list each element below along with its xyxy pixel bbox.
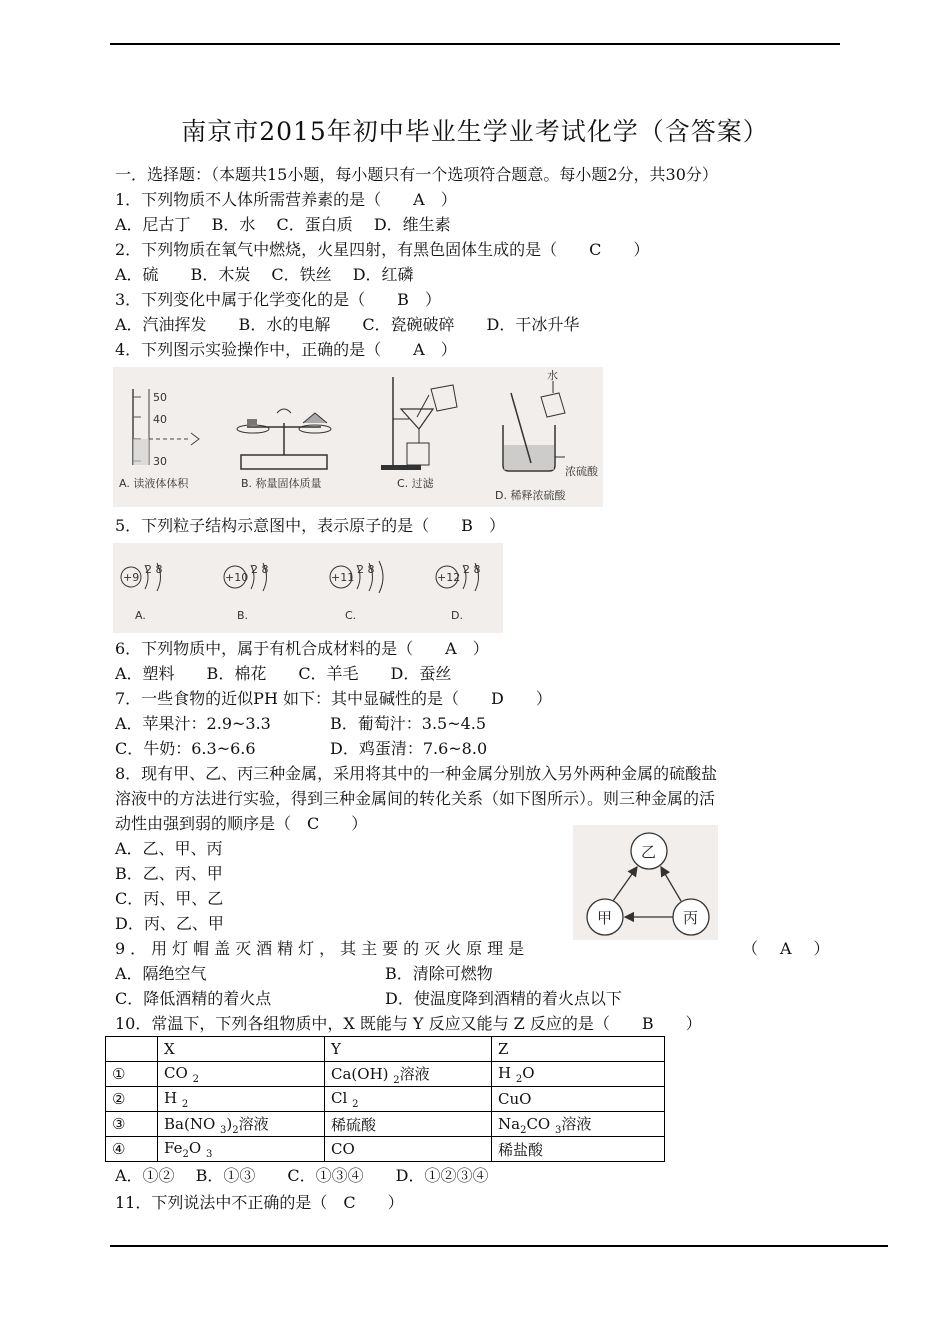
filtration-icon <box>381 377 457 470</box>
q8-stem-line-2: 溶液中的方法进行实验，得到三种金属间的转化关系（如下图所示）。则三种金属的活 <box>115 789 716 808</box>
q4-caption-c: C. 过滤 <box>397 477 434 490</box>
q2-stem: 2．下列物质在氧气中燃烧，火星四射，有黑色固体生成的是（ C ） <box>115 240 650 259</box>
atom-c-icon <box>330 561 383 622</box>
table-row: ② H $_2$ Cl $_2$ CuO <box>106 1087 665 1112</box>
header-rule <box>110 43 840 45</box>
q7-option-a: A．苹果汁：2.9~3.3 <box>115 714 271 733</box>
q7-option-d: D．鸡蛋清：7.6~8.0 <box>330 739 488 758</box>
q10-table <box>105 1036 665 1162</box>
header-z: Z <box>492 1037 665 1062</box>
balance-icon <box>237 409 331 469</box>
q9-answer: （ A ） <box>742 939 833 958</box>
atom-d-icon <box>436 563 481 622</box>
q4-stem: 4．下列图示实验操作中，正确的是（ A ） <box>115 340 457 359</box>
q6-stem: 6．下列物质中，属于有机合成材料的是（ A ） <box>115 639 489 658</box>
table-row: ① CO $_2$ Ca(OH) $_2$溶液 H $_2$O <box>106 1062 665 1087</box>
svg-text:丙: 丙 <box>683 909 699 927</box>
footer-rule <box>110 1245 888 1247</box>
dilution-icon <box>503 368 599 478</box>
svg-text:D.: D. <box>451 609 463 622</box>
q9-option-d: D．使温度降到酒精的着火点以下 <box>385 989 622 1008</box>
q7-option-b: B．葡萄汁：3.5~4.5 <box>330 714 487 733</box>
svg-text:+11: +11 <box>331 571 355 584</box>
q4-caption-b: B. 称量固体质量 <box>241 477 322 490</box>
q4-lab-figure <box>113 367 603 507</box>
svg-text:2 8: 2 8 <box>145 563 163 576</box>
table-row: ④ $Fe_2O$ $_3$ CO 稀盐酸 <box>106 1137 665 1162</box>
q4-caption-a: A. 读液体体积 <box>119 477 189 490</box>
q7-option-c: C．牛奶：6.3~6.6 <box>115 739 256 758</box>
table-row: ③ Ba(NO $_3)_2$溶液 稀硫酸 $Na_2CO$ $_3$溶液 <box>106 1112 665 1137</box>
svg-text:C.: C. <box>345 609 357 622</box>
header-x: X <box>158 1037 325 1062</box>
water-label: 水 <box>547 369 558 382</box>
header-y: Y <box>325 1037 492 1062</box>
svg-text:2 8: 2 8 <box>463 563 481 576</box>
section-heading: 一．选择题：（本题共15小题，每小题只有一个选项符合题意。每小题2分，共30分） <box>115 165 718 184</box>
table-header-row <box>106 1037 665 1062</box>
q8-stem-line-3: 动性由强到弱的顺序是（ C ） <box>115 814 368 833</box>
q10-options: A．①② B．①③ C．①③④ D．①②③④ <box>115 1166 489 1185</box>
page-title: 南京市2015年初中毕业生学业考试化学（含答案） <box>181 117 769 146</box>
q1-stem: 1．下列物质不人体所需营养素的是（ A ） <box>115 190 457 209</box>
q5-atom-figure <box>113 543 503 633</box>
q11-stem: 11．下列说法中不正确的是（ C ） <box>115 1193 404 1212</box>
svg-text:40: 40 <box>153 413 167 426</box>
q8-option-b: B．乙、丙、甲 <box>115 864 223 883</box>
q4-caption-d: D. 稀释浓硫酸 <box>495 489 566 502</box>
svg-text:B.: B. <box>237 609 249 622</box>
svg-text:甲: 甲 <box>597 909 613 927</box>
q8-option-a: A．乙、甲、丙 <box>115 839 223 858</box>
svg-text:30: 30 <box>153 455 167 468</box>
svg-text:50: 50 <box>153 391 167 404</box>
q7-stem: 7．一些食物的近似PH 如下：其中显碱性的是（ D ） <box>115 689 552 708</box>
svg-text:+9: +9 <box>123 571 140 584</box>
q10-stem: 10．常温下，下列各组物质中，X 既能与 Y 反应又能与 Z 反应的是（ B ） <box>115 1014 702 1033</box>
q8-option-d: D．丙、乙、甲 <box>115 914 224 933</box>
q9-option-c: C．降低酒精的着火点 <box>115 989 272 1008</box>
q8-option-c: C．丙、甲、乙 <box>115 889 224 908</box>
q9-option-b: B．清除可燃物 <box>385 964 493 983</box>
svg-text:+12: +12 <box>437 571 461 584</box>
q3-stem: 3．下列变化中属于化学变化的是（ B ） <box>115 290 441 309</box>
svg-text:2 8: 2 8 <box>357 563 375 576</box>
q3-options: A．汽油挥发 B．水的电解 C．瓷碗破碎 D．干冰升华 <box>115 315 580 334</box>
q9-stem: 9．用灯帽盖灭酒精灯，其主要的灭火原理是 <box>115 939 530 958</box>
q2-options: A．硫 B．木炭 C．铁丝 D．红磷 <box>115 265 414 284</box>
q8-stem-line-1: 8．现有甲、乙、丙三种金属，采用将其中的一种金属分别放入另外两种金属的硫酸盐 <box>115 764 718 783</box>
q8-metal-diagram <box>573 825 718 940</box>
svg-text:乙: 乙 <box>641 843 657 861</box>
q6-options: A．塑料 B．棉花 C．羊毛 D．蚕丝 <box>115 664 452 683</box>
acid-label: 浓硫酸 <box>565 465 598 478</box>
svg-text:A.: A. <box>135 609 146 622</box>
cylinder-reading-icon <box>133 389 199 468</box>
q9-option-a: A．隔绝空气 <box>115 964 207 983</box>
atom-b-icon <box>224 563 269 622</box>
svg-text:2 8: 2 8 <box>251 563 269 576</box>
svg-text:+10: +10 <box>225 571 249 584</box>
q1-options: A．尼古丁 B．水 C．蛋白质 D．维生素 <box>115 215 451 234</box>
q5-stem: 5．下列粒子结构示意图中，表示原子的是（ B ） <box>115 516 505 535</box>
atom-a-icon <box>121 563 163 622</box>
